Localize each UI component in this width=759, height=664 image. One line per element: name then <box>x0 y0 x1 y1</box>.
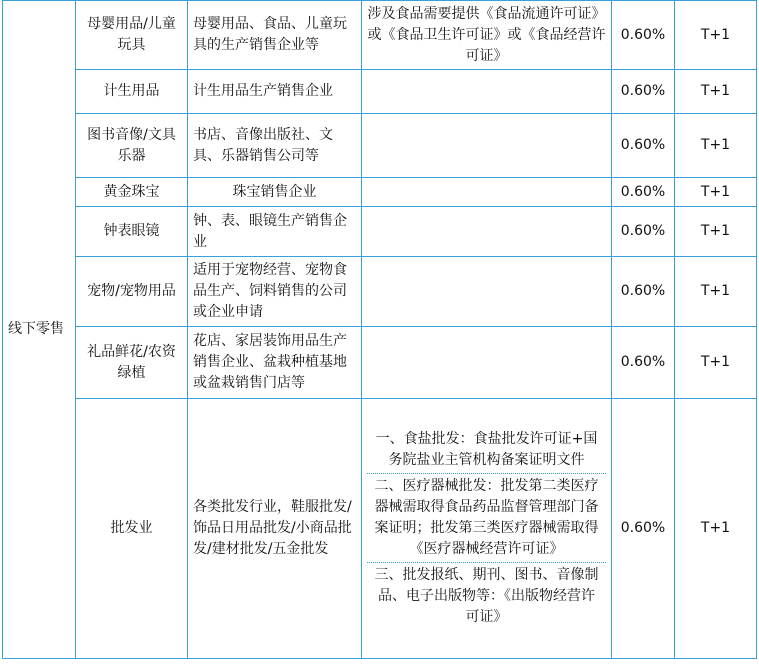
requirement-cell <box>362 178 612 207</box>
requirement-cell <box>362 114 612 178</box>
requirement-section-medical: 二、医疗器械批发：批发第二类医疗器械需取得食品药品监督管理部门备案证明；批发第三类医疗器械需取得《医疗器械经营许可证》 <box>367 473 606 562</box>
fee-rate-table <box>2 0 757 659</box>
table-row <box>3 114 757 178</box>
rate-cell: 0.60% <box>612 257 675 327</box>
description-cell: 书店、音像出版社、文具、乐器销售公司等 <box>188 114 362 178</box>
settlement-cell: T+1 <box>675 178 757 207</box>
table-row <box>3 178 757 207</box>
settlement-cell: T+1 <box>675 399 757 659</box>
settlement-cell: T+1 <box>675 114 757 178</box>
requirement-cell <box>362 327 612 399</box>
subcategory-cell: 宠物/宠物用品 <box>76 257 188 327</box>
description-cell: 适用于宠物经营、宠物食品生产、饲料销售的公司或企业申请 <box>188 257 362 327</box>
subcategory-cell: 钟表眼镜 <box>76 207 188 257</box>
rate-cell: 0.60% <box>612 178 675 207</box>
subcategory-cell: 批发业 <box>76 399 188 659</box>
rate-cell: 0.60% <box>612 399 675 659</box>
rate-cell: 0.60% <box>612 1 675 70</box>
settlement-cell: T+1 <box>675 257 757 327</box>
subcategory-cell: 礼品鲜花/农资绿植 <box>76 327 188 399</box>
table-row <box>3 70 757 114</box>
settlement-cell: T+1 <box>675 1 757 70</box>
table-row <box>3 257 757 327</box>
settlement-cell: T+1 <box>675 70 757 114</box>
settlement-cell: T+1 <box>675 327 757 399</box>
table-row <box>3 327 757 399</box>
requirement-section-publications: 三、批发报纸、期刊、图书、音像制品、电子出版物等：《出版物经营许可证》 <box>367 562 606 630</box>
category-cell: 线下零售 <box>3 1 76 659</box>
table-row-wholesale <box>3 399 757 659</box>
description-cell: 各类批发行业，鞋服批发/饰品日用品批发/小商品批发/建材批发/五金批发 <box>188 399 362 659</box>
table-row <box>3 1 757 70</box>
table-row <box>3 207 757 257</box>
subcategory-cell: 计生用品 <box>76 70 188 114</box>
subcategory-cell: 母婴用品/儿童玩具 <box>76 1 188 70</box>
rate-cell: 0.60% <box>612 70 675 114</box>
requirement-cell <box>362 207 612 257</box>
requirement-section-salt: 一、食盐批发：食盐批发许可证+国务院盐业主管机构备案证明文件 <box>375 431 598 468</box>
subcategory-cell: 黄金珠宝 <box>76 178 188 207</box>
subcategory-cell: 图书音像/文具乐器 <box>76 114 188 178</box>
requirement-cell <box>362 257 612 327</box>
rate-cell: 0.60% <box>612 207 675 257</box>
description-cell: 计生用品生产销售企业 <box>188 70 362 114</box>
requirement-sections <box>362 399 612 659</box>
requirement-cell <box>362 70 612 114</box>
description-cell: 珠宝销售企业 <box>188 178 362 207</box>
description-cell: 钟、表、眼镜生产销售企业 <box>188 207 362 257</box>
description-cell: 母婴用品、食品、儿童玩具的生产销售企业等 <box>188 1 362 70</box>
requirement-cell: 涉及食品需要提供《食品流通许可证》或《食品卫生许可证》或《食品经营许可证》 <box>362 1 612 70</box>
description-cell: 花店、家居装饰用品生产销售企业、盆栽种植基地或盆栽销售门店等 <box>188 327 362 399</box>
settlement-cell: T+1 <box>675 207 757 257</box>
rate-cell: 0.60% <box>612 327 675 399</box>
rate-cell: 0.60% <box>612 114 675 178</box>
